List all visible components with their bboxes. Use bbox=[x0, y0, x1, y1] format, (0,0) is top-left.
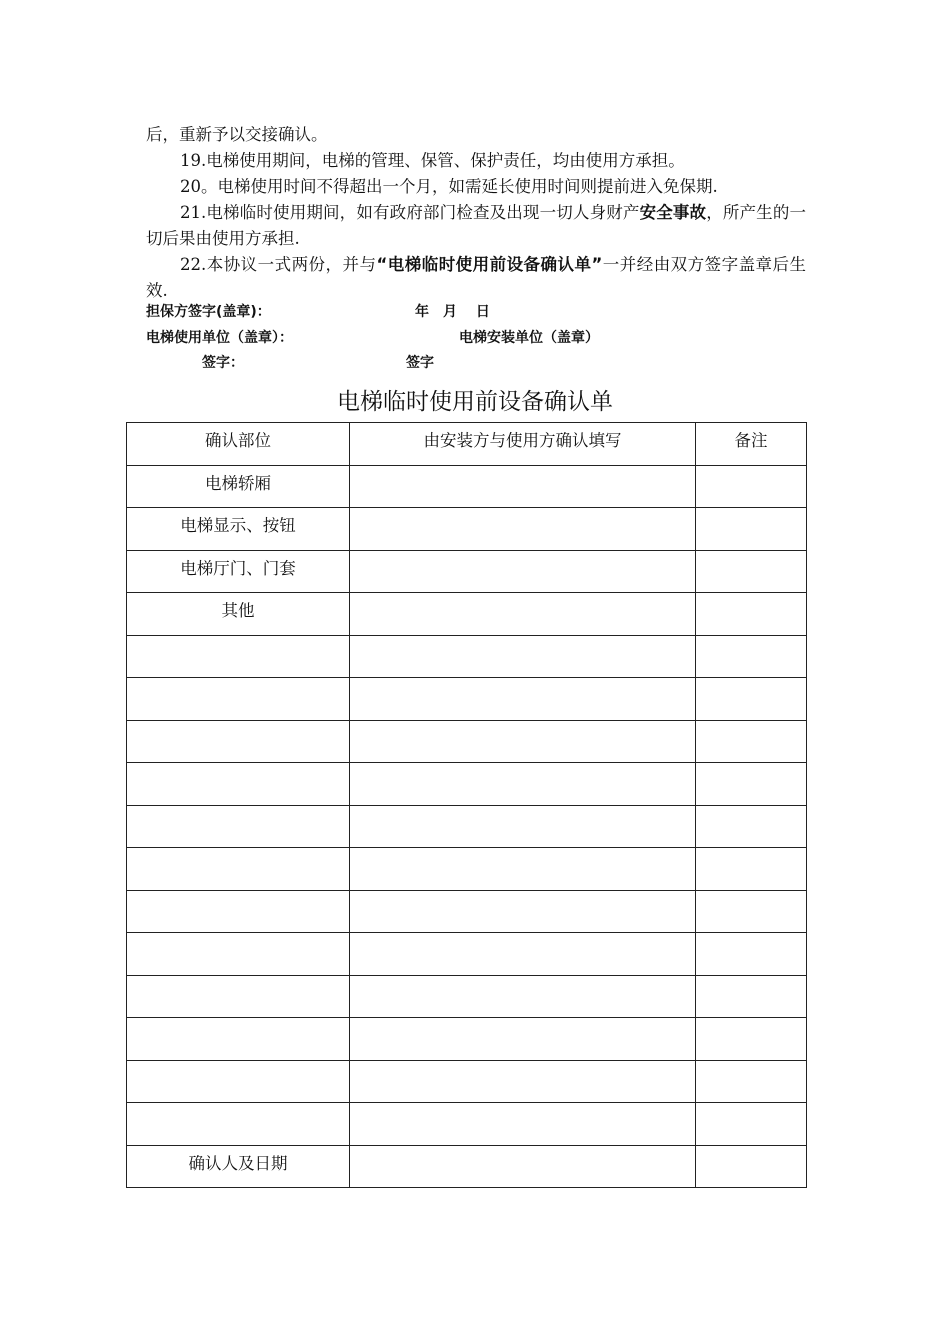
row-position-cell: 电梯轿厢 bbox=[127, 465, 350, 508]
row-fill-in-cell[interactable] bbox=[350, 1060, 696, 1103]
row-fill-in-cell[interactable] bbox=[350, 593, 696, 636]
row-fill-in-cell[interactable] bbox=[350, 933, 696, 976]
row-position-cell bbox=[127, 890, 350, 933]
row-position-cell bbox=[127, 975, 350, 1018]
user-unit-sign-label: 签字： bbox=[202, 355, 244, 371]
row-remarks-cell[interactable] bbox=[696, 550, 807, 593]
row-position-cell bbox=[127, 720, 350, 763]
row-position-cell bbox=[127, 848, 350, 891]
row-remarks-cell[interactable] bbox=[696, 933, 807, 976]
table-row bbox=[127, 1060, 807, 1103]
paragraph-20: 20。电梯使用时间不得超出一个月，如需延长使用时间则提前进入免保期. bbox=[180, 177, 718, 196]
row-position-cell bbox=[127, 763, 350, 806]
row-remarks-cell[interactable] bbox=[696, 465, 807, 508]
row-position-cell bbox=[127, 678, 350, 721]
table-row bbox=[127, 678, 807, 721]
install-unit-sign-label: 签字 bbox=[406, 355, 434, 371]
confirmation-table bbox=[126, 422, 807, 1188]
row-remarks-cell[interactable] bbox=[696, 1145, 807, 1188]
table-row bbox=[127, 635, 807, 678]
row-position-cell: 其他 bbox=[127, 593, 350, 636]
row-remarks-cell[interactable] bbox=[696, 508, 807, 551]
table-row bbox=[127, 550, 807, 593]
safety-accident-emphasis: 安全事故 bbox=[639, 203, 707, 222]
row-position-cell bbox=[127, 805, 350, 848]
row-remarks-cell[interactable] bbox=[696, 848, 807, 891]
row-fill-in-cell[interactable] bbox=[350, 848, 696, 891]
row-position-cell bbox=[127, 1018, 350, 1061]
header-cell-fill-in: 由安装方与使用方确认填写 bbox=[350, 423, 696, 466]
table-row bbox=[127, 508, 807, 551]
row-remarks-cell[interactable] bbox=[696, 1060, 807, 1103]
signature-date-label: 年 月 日 bbox=[415, 304, 490, 320]
row-position-cell bbox=[127, 933, 350, 976]
table-row bbox=[127, 975, 807, 1018]
table-row bbox=[127, 720, 807, 763]
paragraph-22 bbox=[146, 252, 806, 304]
paragraph-21-text: 21.电梯临时使用期间，如有政府部门检查及出现一切人身财产 bbox=[180, 203, 640, 222]
header-cell-position: 确认部位 bbox=[127, 423, 350, 466]
row-position-cell: 确认人及日期 bbox=[127, 1145, 350, 1188]
paragraph-21-text-end: ，所产生的一切后果由使用方承担. bbox=[146, 203, 807, 248]
table-row bbox=[127, 933, 807, 976]
row-fill-in-cell[interactable] bbox=[350, 635, 696, 678]
row-fill-in-cell[interactable] bbox=[350, 508, 696, 551]
row-remarks-cell[interactable] bbox=[696, 763, 807, 806]
paragraph-continuation: 后，重新予以交接确认。 bbox=[146, 125, 328, 144]
row-fill-in-cell[interactable] bbox=[350, 975, 696, 1018]
table-row bbox=[127, 1103, 807, 1146]
row-remarks-cell[interactable] bbox=[696, 678, 807, 721]
table-row bbox=[127, 1145, 807, 1188]
row-fill-in-cell[interactable] bbox=[350, 1018, 696, 1061]
row-remarks-cell[interactable] bbox=[696, 1018, 807, 1061]
row-fill-in-cell[interactable] bbox=[350, 720, 696, 763]
row-position-cell bbox=[127, 635, 350, 678]
row-fill-in-cell[interactable] bbox=[350, 550, 696, 593]
install-unit-seal-label: 电梯安装单位（盖章） bbox=[459, 330, 599, 346]
row-remarks-cell[interactable] bbox=[696, 975, 807, 1018]
row-remarks-cell[interactable] bbox=[696, 635, 807, 678]
row-fill-in-cell[interactable] bbox=[350, 1145, 696, 1188]
table-row bbox=[127, 465, 807, 508]
paragraph-21 bbox=[146, 200, 806, 252]
row-position-cell bbox=[127, 1103, 350, 1146]
row-remarks-cell[interactable] bbox=[696, 890, 807, 933]
agreement-text bbox=[146, 122, 806, 304]
paragraph-19: 19.电梯使用期间，电梯的管理、保管、保护责任，均由使用方承担。 bbox=[180, 151, 685, 170]
row-position-cell: 电梯显示、按钮 bbox=[127, 508, 350, 551]
table-row bbox=[127, 805, 807, 848]
table-header-row bbox=[127, 423, 807, 466]
table-row bbox=[127, 593, 807, 636]
paragraph-22-text: 22.本协议一式两份，并与 bbox=[180, 255, 377, 274]
row-fill-in-cell[interactable] bbox=[350, 1103, 696, 1146]
row-fill-in-cell[interactable] bbox=[350, 465, 696, 508]
row-remarks-cell[interactable] bbox=[696, 805, 807, 848]
row-position-cell: 电梯厅门、门套 bbox=[127, 550, 350, 593]
table-row bbox=[127, 763, 807, 806]
row-remarks-cell[interactable] bbox=[696, 593, 807, 636]
row-fill-in-cell[interactable] bbox=[350, 890, 696, 933]
row-remarks-cell[interactable] bbox=[696, 720, 807, 763]
confirmation-table-body bbox=[127, 423, 807, 1188]
row-fill-in-cell[interactable] bbox=[350, 678, 696, 721]
row-remarks-cell[interactable] bbox=[696, 1103, 807, 1146]
table-row bbox=[127, 1018, 807, 1061]
row-position-cell bbox=[127, 1060, 350, 1103]
table-row bbox=[127, 848, 807, 891]
paragraph-22-text-end: 一并经由双方签字盖章后生效. bbox=[146, 255, 806, 300]
table-row bbox=[127, 890, 807, 933]
row-fill-in-cell[interactable] bbox=[350, 763, 696, 806]
user-unit-seal-label: 电梯使用单位（盖章）： bbox=[146, 330, 293, 346]
guarantor-signature-label: 担保方签字(盖章)： bbox=[146, 304, 271, 320]
form-title: 电梯临时使用前设备确认单 bbox=[337, 389, 613, 415]
form-name-emphasis: “电梯临时使用前设备确认单” bbox=[376, 255, 603, 274]
row-fill-in-cell[interactable] bbox=[350, 805, 696, 848]
header-cell-remarks: 备注 bbox=[696, 423, 807, 466]
